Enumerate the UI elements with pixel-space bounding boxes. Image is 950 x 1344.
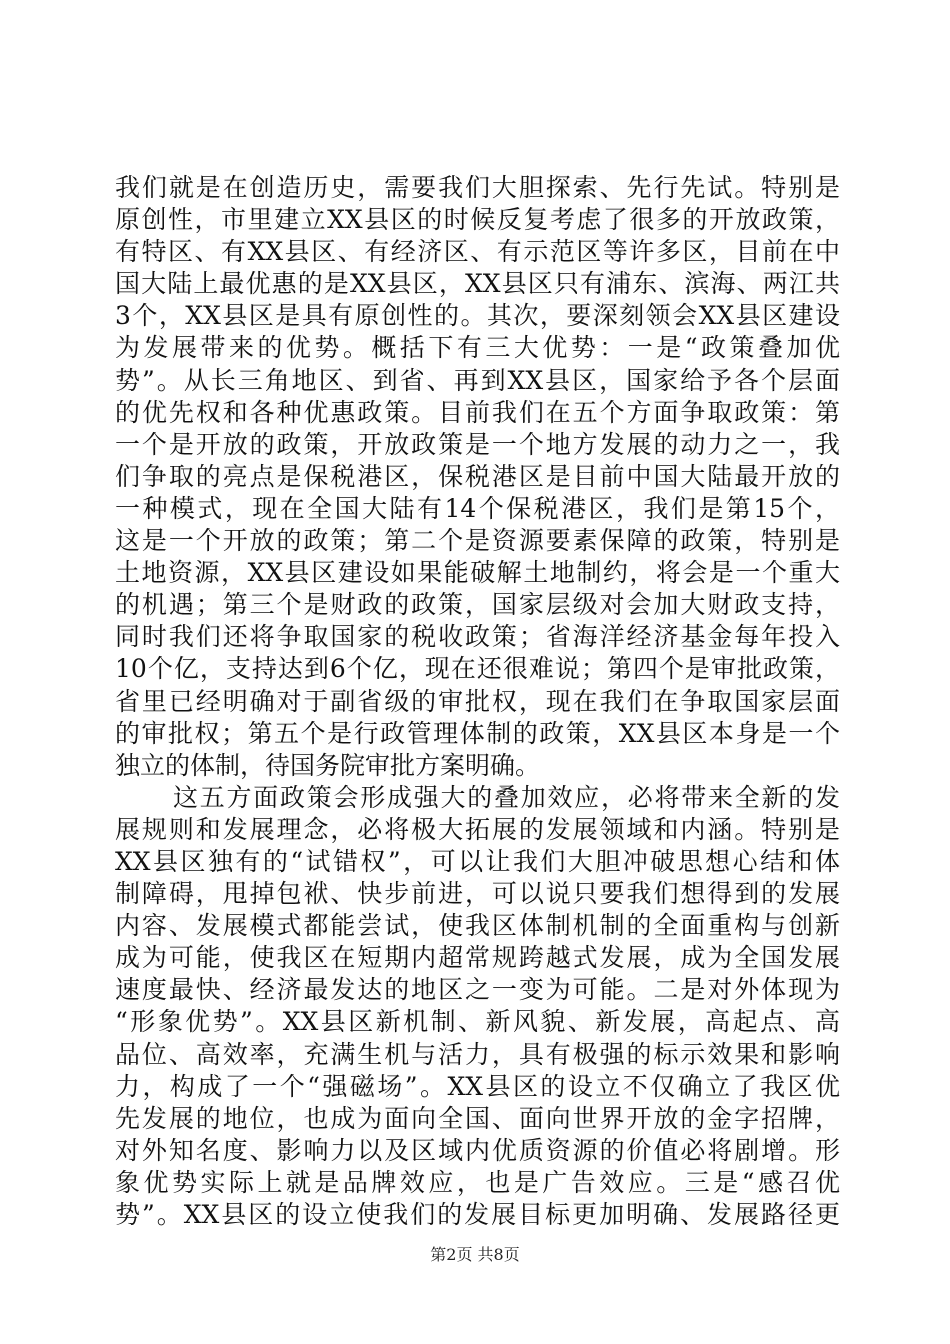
text-line: 的机遇；第三个是财政的政策，国家层级对会加大财政支持， [115,590,840,620]
text-line: 一个是开放的政策，开放政策是一个地方发展的动力之一，我 [115,429,840,459]
text-line: 原创性，市里建立XX县区的时候反复考虑了很多的开放政策， [115,205,840,235]
text-line: 品位、高效率，充满生机与活力，具有极强的标示效果和影响 [115,1039,840,1069]
text-line: 同时我们还将争取国家的税收政策；省海洋经济基金每年投入 [115,622,840,652]
text-line: 内容、发展模式都能尝试，使我区体制机制的全面重构与创新 [115,911,840,941]
text-line: 制障碍，甩掉包袱、快步前进，可以说只要我们想得到的发展 [115,879,840,909]
text-line: 我们就是在创造历史，需要我们大胆探索、先行先试。特别是 [115,173,840,202]
text-line: 一种模式，现在全国大陆有14个保税港区，我们是第15个， [115,493,840,523]
text-line: “形象优势”。XX县区新机制、新风貌、新发展，高起点、高 [115,1007,840,1037]
text-line: 这五方面政策会形成强大的叠加效应，必将带来全新的发 [173,782,840,812]
text-line: 省里已经明确对于副省级的审批权，现在我们在争取国家层面 [115,686,840,716]
page-number: 第2页 共8页 [430,1245,520,1264]
text-line: 的审批权；第五个是行政管理体制的政策，XX县区本身是一个 [115,718,840,748]
text-line: 3个，XX县区是具有原创性的。其次，要深刻领会XX县区建设 [115,301,840,331]
text-line: 展规则和发展理念，必将极大拓展的发展领域和内涵。特别是 [115,814,840,844]
text-line: 国大陆上最优惠的是XX县区，XX县区只有浦东、滨海、两江共 [115,269,840,299]
body-text [115,172,840,1231]
text-line: 土地资源，XX县区建设如果能破解土地制约，将会是一个重大 [115,558,840,588]
text-line: 的优先权和各种优惠政策。目前我们在五个方面争取政策：第 [115,397,840,427]
text-line: 力，构成了一个“强磁场”。XX县区的设立不仅确立了我区优 [115,1071,840,1101]
text-line: 独立的体制，待国务院审批方案明确。 [115,750,541,780]
text-line: 先发展的地位，也成为面向全国、面向世界开放的金字招牌， [115,1103,840,1133]
text-line: 10个亿，支持达到6个亿，现在还很难说；第四个是审批政策， [115,654,840,684]
text-line: 成为可能，使我区在短期内超常规跨越式发展，成为全国发展 [115,943,840,973]
text-line: XX县区独有的“试错权”，可以让我们大胆冲破思想心结和体 [115,846,840,876]
text-line: 势”。XX县区的设立使我们的发展目标更加明确、发展路径更 [115,1200,840,1229]
text-line: 对外知名度、影响力以及区域内优质资源的价值必将剧增。形 [115,1135,840,1165]
text-line: 势”。从长三角地区、到省、再到XX县区，国家给予各个层面 [115,365,840,395]
text-line: 为发展带来的优势。概括下有三大优势：一是“政策叠加优 [115,333,840,363]
text-line: 象优势实际上就是品牌效应，也是广告效应。三是“感召优 [115,1167,840,1197]
text-line: 这是一个开放的政策；第二个是资源要素保障的政策，特别是 [115,526,840,556]
text-line: 有特区、有XX县区、有经济区、有示范区等许多区，目前在中 [115,237,840,267]
text-line: 速度最快、经济最发达的地区之一变为可能。二是对外体现为 [115,975,840,1005]
text-line: 们争取的亮点是保税港区，保税港区是目前中国大陆最开放的 [115,461,840,491]
